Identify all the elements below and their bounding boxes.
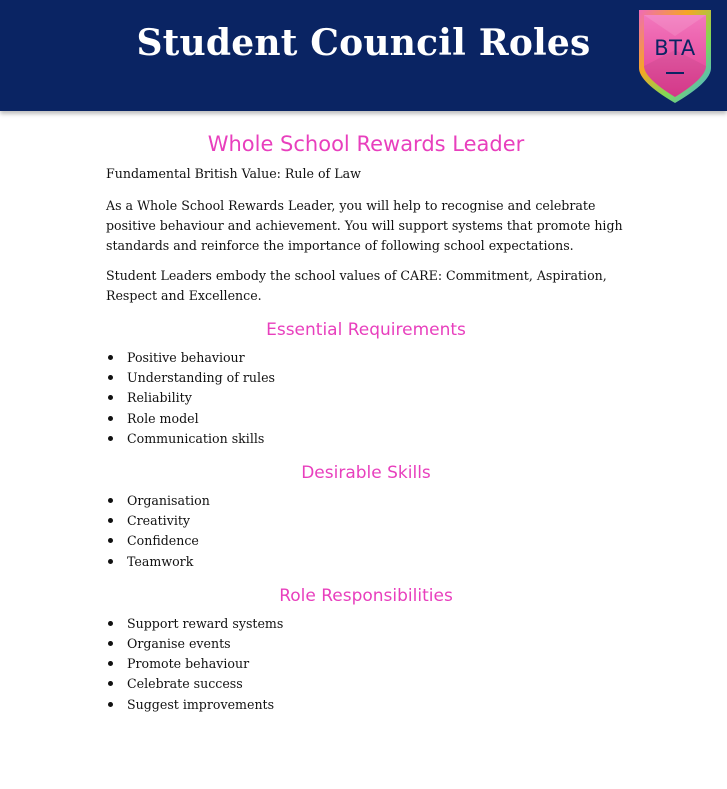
logo-text: BTA [654,36,696,60]
header-banner [0,0,727,111]
list-item: Organise events [106,634,626,654]
desirable-skills-heading: Desirable Skills [301,463,431,484]
list-item: Role model [106,409,626,429]
role-title: Whole School Rewards Leader [207,132,525,156]
list-item: Positive behaviour [106,348,626,368]
values-statement: Student Leaders embody the school values of CARE: Commitment, Aspiration, Respect and Excellence. [106,268,607,303]
list-item: Creativity [106,511,626,531]
list-item: Teamwork [106,552,626,572]
list-item: Organisation [106,491,626,511]
list-item: Communication skills [106,429,626,449]
list-item: Suggest improvements [106,695,626,715]
list-item: Promote behaviour [106,654,626,674]
page-title: Student Council Roles [136,22,591,64]
essential-requirements-heading: Essential Requirements [266,320,466,340]
school-logo [635,6,715,106]
role-responsibilities-list [106,614,626,715]
list-item: Confidence [106,531,626,551]
essential-requirements-list [106,348,626,449]
list-item: Reliability [106,388,626,408]
role-responsibilities-heading: Role Responsibilities [279,585,453,606]
role-description: As a Whole School Rewards Leader, you will help to recognise and celebrate positive behaviour and achievement. You will support systems that promote high standards and reinforce the importance of following school expectations. [106,198,623,253]
desirable-skills-list [106,491,626,572]
document-body [106,132,626,715]
list-item: Support reward systems [106,614,626,634]
british-value-line: Fundamental British Value: Rule of Law [106,166,361,181]
logo-underline [666,72,684,74]
list-item: Celebrate success [106,674,626,694]
list-item: Understanding of rules [106,368,626,388]
